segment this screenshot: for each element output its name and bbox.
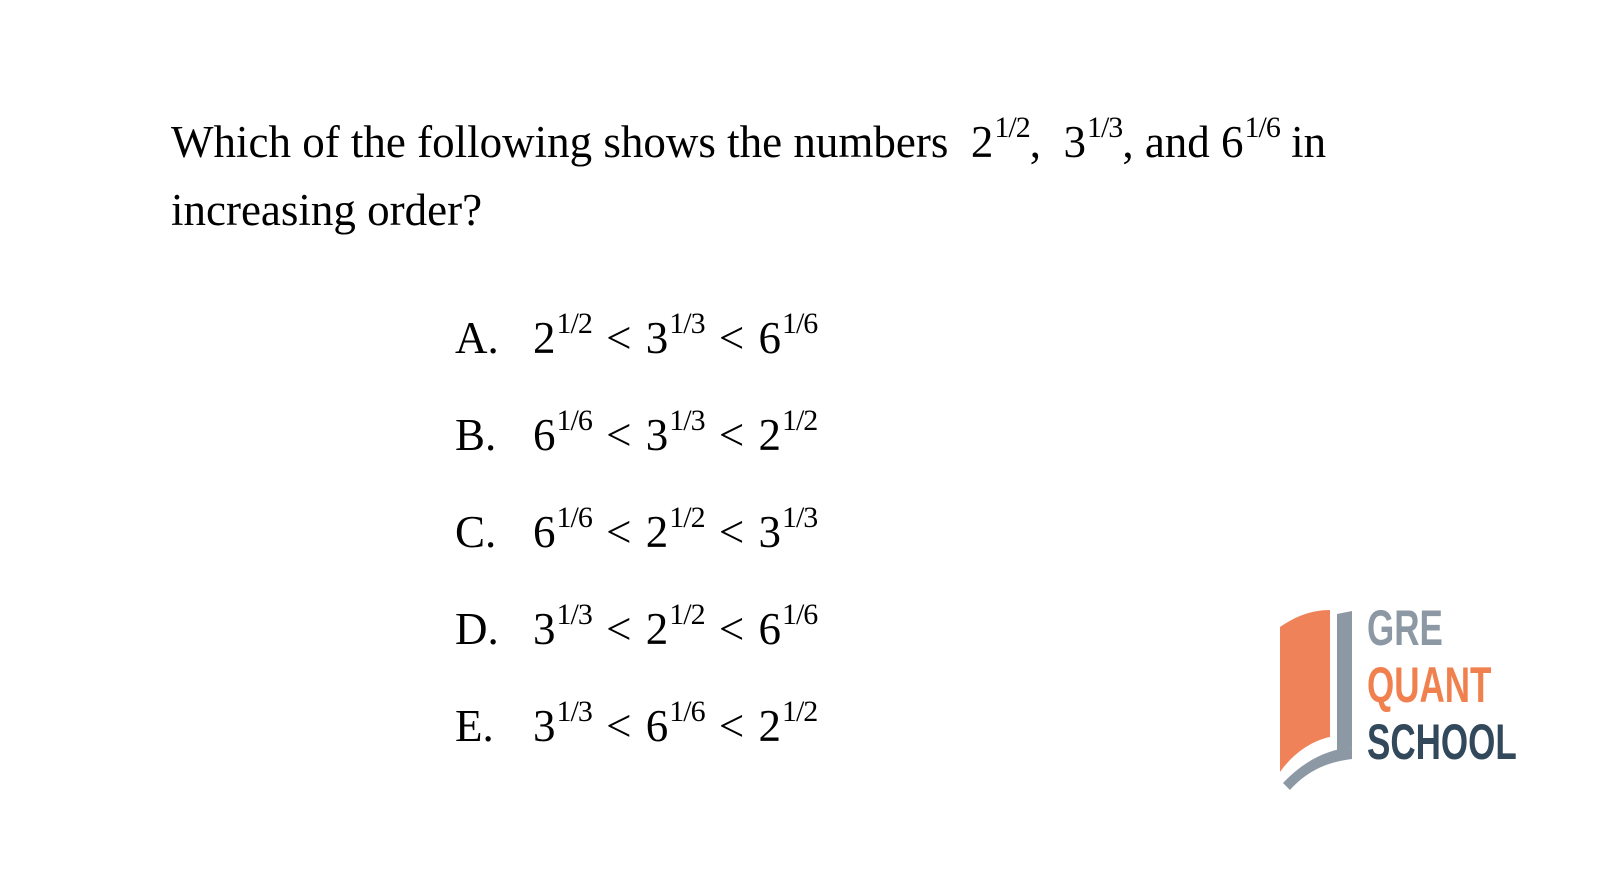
choice-row-B	[455, 401, 817, 469]
question-line-1: Which of the following shows the numbers $2^{1/2}$, $3^{1/3}$, and $6^{1/6}$ in	[171, 111, 1327, 167]
logo-word-school: SCHOOL	[1367, 714, 1517, 770]
choice-expression: $6^{1/6} < 3^{1/3} < 2^{1/2}$	[533, 404, 818, 460]
choice-row-C	[455, 498, 817, 566]
choice-letter: D.	[455, 604, 499, 654]
choice-row-A	[455, 304, 817, 372]
choice-expression: $3^{1/3} < 6^{1/6} < 2^{1/2}$	[533, 695, 818, 751]
gre-quant-school-logo	[1278, 590, 1518, 800]
choice-letter: A.	[455, 313, 499, 363]
logo-word-gre: GRE	[1367, 600, 1443, 656]
choice-letter: B.	[455, 410, 497, 460]
logo-word-quant: QUANT	[1367, 657, 1492, 713]
question-text	[171, 108, 1326, 244]
open-book-icon	[1278, 590, 1358, 800]
choice-letter: E.	[455, 701, 494, 751]
choice-row-D	[455, 595, 817, 663]
choice-expression: $2^{1/2} < 3^{1/3} < 6^{1/6}$	[533, 307, 818, 363]
question-line-2: increasing order?	[171, 185, 483, 235]
choice-letter: C.	[455, 507, 497, 557]
choice-row-E	[455, 692, 817, 760]
choice-expression: $6^{1/6} < 2^{1/2} < 3^{1/3}$	[533, 501, 818, 557]
choice-expression: $3^{1/3} < 2^{1/2} < 6^{1/6}$	[533, 598, 818, 654]
